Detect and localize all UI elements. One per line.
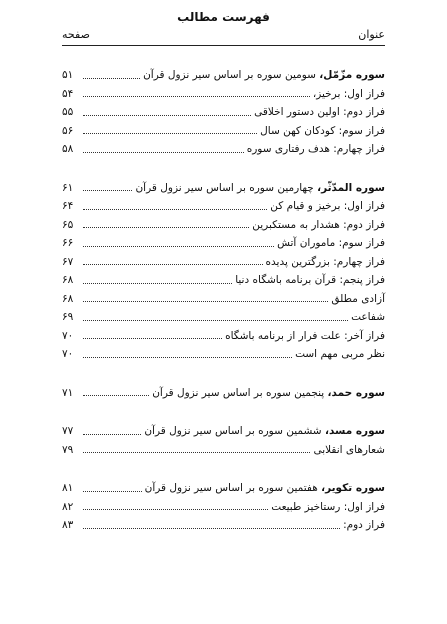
page-number: ۵۸ [62, 143, 74, 155]
dot-leader [83, 190, 132, 191]
page-number: ۶۱ [62, 181, 74, 194]
toc-section [62, 479, 385, 535]
toc-entry-title [270, 197, 385, 216]
toc-section [62, 422, 385, 459]
dot-leader [83, 491, 142, 492]
page-number: ۶۶ [62, 237, 74, 249]
toc-entry-text: فراز سوم: کودکان کهن سال [260, 124, 385, 137]
page-number: ۶۸ [62, 274, 74, 286]
toc-entry-text: چهارمین سوره بر اساس سیر نزول قرآن [135, 181, 318, 194]
toc-entry-title [295, 345, 385, 364]
dot-leader [83, 209, 267, 210]
toc-entry-title [313, 85, 385, 104]
page-number: ۸۲ [62, 500, 74, 513]
toc-entry[interactable] [62, 253, 385, 272]
dot-leader [83, 395, 149, 396]
toc-entry-text: هفتمین سوره بر اساس سیر نزول قرآن [144, 482, 322, 494]
toc-entry[interactable] [62, 384, 385, 403]
dot-leader [83, 338, 222, 339]
toc-entry-text: فراز پنجم: قرآن برنامه باشگاه دنیا [235, 274, 385, 286]
surah-name: سوره تکویر، [321, 482, 385, 494]
toc-entry-title [331, 290, 385, 309]
dot-leader [83, 434, 141, 435]
toc-section [62, 384, 385, 403]
toc-entry[interactable] [62, 345, 385, 364]
toc-entry[interactable] [62, 122, 385, 141]
toc-entry[interactable] [62, 140, 385, 159]
dot-leader [83, 320, 348, 321]
dot-leader [83, 301, 328, 302]
toc-entry[interactable] [62, 516, 385, 535]
toc-entry-text: فراز اول: برخیز و قیام کن [270, 200, 385, 212]
toc-entry[interactable] [62, 327, 385, 346]
toc-section [62, 66, 385, 159]
surah-name: سوره مزّمّل، [319, 69, 385, 81]
page-number: ۶۵ [62, 218, 74, 231]
toc-entry[interactable] [62, 234, 385, 253]
toc-section [62, 179, 385, 364]
toc-entry-title [135, 179, 385, 198]
toc-entry-title [144, 422, 385, 441]
page-number: ۵۴ [62, 87, 74, 100]
surah-name: سوره مسد، [324, 425, 385, 437]
toc-entry-text: سومین سوره بر اساس سیر نزول قرآن [143, 69, 320, 81]
dot-leader [83, 509, 268, 510]
toc-entry-text: فراز سوم: ماموران آتش [277, 237, 385, 249]
toc-entry-title [225, 327, 385, 346]
dot-leader [83, 264, 263, 265]
toc-entry[interactable] [62, 290, 385, 309]
toc-entry-title [343, 516, 385, 535]
toc-entry[interactable] [62, 308, 385, 327]
surah-name: سوره حمد، [327, 386, 385, 399]
toc-entry-text: فراز آخر: علت فرار از برنامه باشگاه [225, 329, 385, 342]
page-number: ۵۱ [62, 69, 74, 81]
dot-leader [83, 357, 292, 358]
toc-entry-text: پنجمین سوره بر اساس سیر نزول قرآن [152, 386, 328, 399]
dot-leader [83, 283, 232, 284]
page-number: ۷۷ [62, 425, 74, 437]
toc-entry-text: فراز چهارم: هدف رفتاری سوره [246, 143, 385, 155]
toc-entry-title [145, 479, 385, 498]
column-page-label: صفحه [62, 28, 90, 41]
page-number: ۷۹ [62, 443, 74, 456]
page-number: ۷۱ [62, 386, 74, 399]
toc-entry-text: آزادی مطلق [331, 292, 385, 305]
toc-entry-title [266, 253, 385, 272]
page-title: فهرست مطالب [177, 10, 270, 24]
toc-entry[interactable] [62, 479, 385, 498]
toc-entry-title [152, 384, 385, 403]
toc-entry-title [143, 66, 385, 85]
header-rule [62, 45, 385, 46]
toc-entry[interactable] [62, 179, 385, 198]
dot-leader [83, 133, 257, 134]
page-number: ۵۶ [62, 124, 74, 137]
column-header [62, 28, 385, 45]
surah-name: سوره المدّثّر، [317, 181, 385, 194]
toc-entry-title [271, 498, 385, 517]
toc-entry-title [235, 271, 385, 290]
toc-entry-text: ششمین سوره بر اساس سیر نزول قرآن [144, 425, 325, 437]
toc-entry[interactable] [62, 66, 385, 85]
toc-entry-text: فراز چهارم: بزرگترین پدیده [265, 255, 385, 268]
toc-entry-text: فراز اول: رستاخیز طبیعت [271, 500, 385, 513]
toc-entry[interactable] [62, 103, 385, 122]
toc-entry[interactable] [62, 216, 385, 235]
toc-entry[interactable] [62, 85, 385, 104]
page-number: ۷۰ [62, 329, 74, 342]
toc-entry-title [351, 308, 385, 327]
dot-leader [83, 115, 251, 116]
toc-entry[interactable] [62, 498, 385, 517]
column-title-label: عنوان [358, 28, 385, 41]
dot-leader [83, 452, 310, 453]
toc-entry[interactable] [62, 422, 385, 441]
toc-entry-text: فراز اول: برخیز، [312, 87, 385, 100]
toc-entry-text: نظر مربی مهم است [295, 348, 385, 360]
page-number: ۸۳ [62, 519, 74, 531]
toc-entry-title [260, 122, 385, 141]
page-number: ۶۸ [62, 292, 74, 305]
toc-entry-text: فراز دوم: هشدار به مستکبرین [252, 218, 385, 231]
toc-entry-title [313, 441, 385, 460]
page-number: ۶۷ [62, 255, 74, 268]
dot-leader [83, 528, 340, 529]
toc-entry[interactable] [62, 271, 385, 290]
page-number: ۶۴ [62, 200, 74, 212]
toc-entry-text: شعارهای انقلابی [313, 443, 385, 456]
toc-list [62, 66, 385, 535]
toc-entry-text: شفاعت [351, 311, 385, 323]
toc-entry-title [277, 234, 385, 253]
toc-entry-title [247, 140, 385, 159]
page-number: ۷۰ [62, 348, 74, 360]
toc-entry-text: فراز دوم: [343, 519, 385, 531]
toc-entry-title [254, 103, 385, 122]
page-number: ۵۵ [62, 106, 74, 118]
toc-entry[interactable] [62, 197, 385, 216]
dot-leader [83, 227, 249, 228]
toc-entry-title [252, 216, 385, 235]
page-number: ۸۱ [62, 482, 74, 494]
dot-leader [83, 78, 140, 79]
dot-leader [83, 152, 244, 153]
toc-entry[interactable] [62, 441, 385, 460]
toc-entry-text: فراز دوم: اولین دستور اخلاقی [254, 106, 385, 118]
page-number: ۶۹ [62, 311, 74, 323]
dot-leader [83, 96, 310, 97]
dot-leader [83, 246, 274, 247]
